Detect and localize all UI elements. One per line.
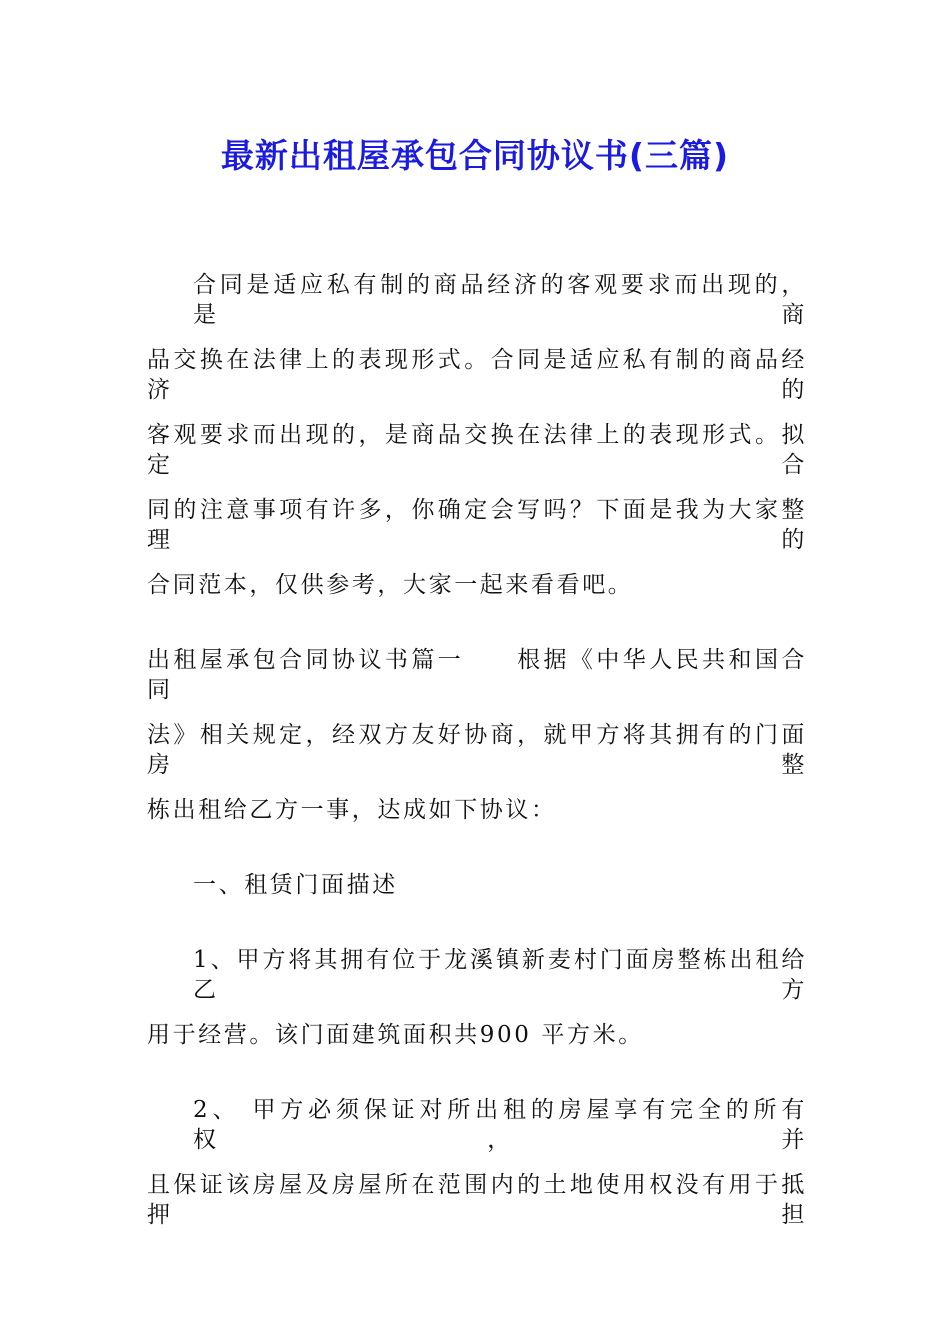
paragraph-line: 出租屋承包合同协议书篇一 根据《中华人民共和国合同 (147, 647, 807, 703)
paragraph-line: 合同范本，仅供参考，大家一起来看看吧。 (147, 572, 634, 598)
document-title: 最新出租屋承包合同协议书(三篇) (220, 136, 730, 175)
paragraph-line: 1、甲方将其拥有位于龙溪镇新麦村门面房整栋出租给乙方 (193, 947, 807, 1003)
paragraph-line: 栋出租给乙方一事，达成如下协议： (147, 797, 557, 823)
section-heading: 一、租赁门面描述 (193, 872, 398, 898)
paragraph-line: 用于经营。该门面建筑面积共900 平方米。 (147, 1022, 644, 1048)
paragraph-line: 客观要求而出现的，是商品交换在法律上的表现形式。拟定合 (147, 422, 807, 478)
paragraph-line: 合同是适应私有制的商品经济的客观要求而出现的，是商 (193, 272, 807, 328)
paragraph-line: 品交换在法律上的表现形式。合同是适应私有制的商品经济的 (147, 347, 807, 403)
paragraph-line: 同的注意事项有许多，你确定会写吗？下面是我为大家整理的 (147, 497, 807, 553)
paragraph-line: 且保证该房屋及房屋所在范围内的土地使用权没有用于抵押担 (147, 1172, 807, 1228)
paragraph-line: 2、 甲方必须保证对所出租的房屋享有完全的所有权，并 (193, 1097, 807, 1153)
paragraph-line: 法》相关规定，经双方友好协商，就甲方将其拥有的门面房整 (147, 722, 807, 778)
